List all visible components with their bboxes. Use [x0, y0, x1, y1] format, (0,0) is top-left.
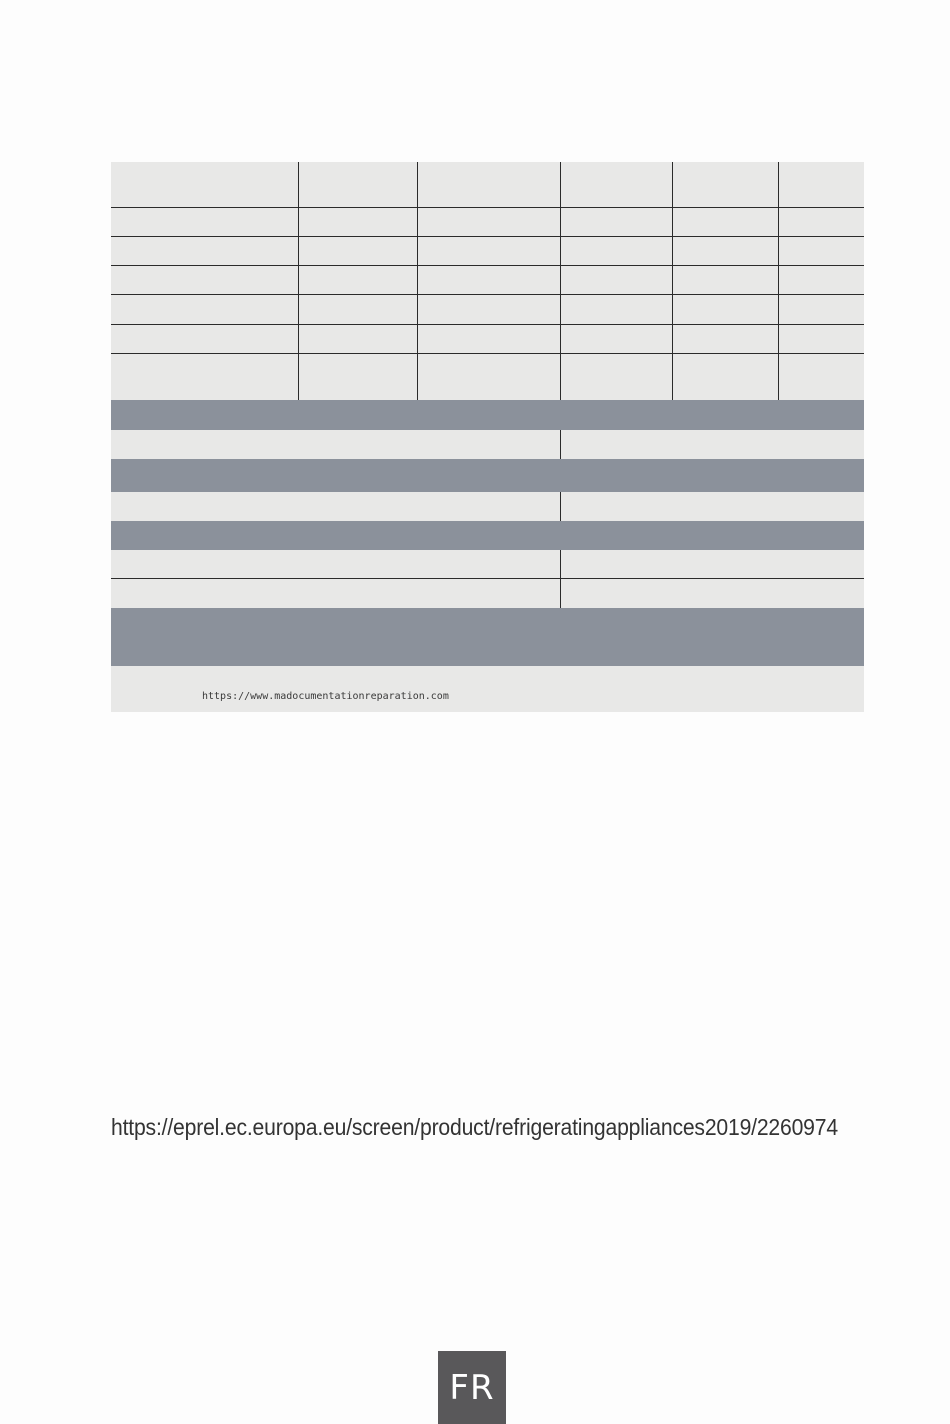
- table-cell: [673, 325, 779, 353]
- eprel-product-link[interactable]: https://eprel.ec.europa.eu/screen/product/refrigeratingappliances2019/2260974: [111, 1114, 838, 1140]
- split-cell-left: [111, 430, 561, 459]
- table-cell: [779, 354, 864, 400]
- table-cell: [779, 266, 864, 294]
- split-row: [111, 550, 864, 579]
- table-cell: [111, 237, 299, 265]
- table-cell: [673, 354, 779, 400]
- table-cell: [299, 208, 418, 236]
- split-cell-left: [111, 492, 561, 521]
- table-cell: [673, 295, 779, 324]
- table-cell: [111, 295, 299, 324]
- split-cell-right: [561, 430, 864, 459]
- section-band: [111, 459, 864, 492]
- table-header-row: [111, 162, 864, 208]
- table-cell: [561, 237, 673, 265]
- split-row: [111, 430, 864, 459]
- table-cell: [299, 237, 418, 265]
- table-cell: [779, 295, 864, 324]
- table-footer-row: [111, 666, 864, 712]
- table-cell: [673, 237, 779, 265]
- split-cell-right: [561, 550, 864, 578]
- split-cell-right: [561, 579, 864, 608]
- table-cell: [299, 325, 418, 353]
- table-cell: [418, 162, 561, 207]
- table-cell: [299, 295, 418, 324]
- table-cell: [299, 162, 418, 207]
- table-row: [111, 325, 864, 354]
- table-cell: [418, 266, 561, 294]
- table-cell: [299, 354, 418, 400]
- table-row: [111, 354, 864, 400]
- table-row: [111, 295, 864, 325]
- table-cell: [111, 208, 299, 236]
- section-band: [111, 521, 864, 550]
- table-cell: [673, 266, 779, 294]
- specification-table: [111, 162, 864, 712]
- table-cell: [561, 266, 673, 294]
- table-cell: [299, 266, 418, 294]
- table-cell: [111, 266, 299, 294]
- section-band: [111, 400, 864, 430]
- table-cell: [561, 208, 673, 236]
- section-band: [111, 608, 864, 666]
- table-cell: [779, 208, 864, 236]
- table-cell: [418, 325, 561, 353]
- table-cell: [418, 354, 561, 400]
- table-cell: [673, 208, 779, 236]
- table-cell: [111, 354, 299, 400]
- split-row: [111, 579, 864, 608]
- table-cell: [418, 208, 561, 236]
- table-cell: [418, 295, 561, 324]
- table-cell: [673, 162, 779, 207]
- split-cell-right: [561, 492, 864, 521]
- table-cell: [561, 295, 673, 324]
- table-row: [111, 266, 864, 295]
- table-cell: [111, 325, 299, 353]
- language-badge: FR: [438, 1351, 506, 1424]
- table-row: [111, 208, 864, 237]
- split-row: [111, 492, 864, 521]
- split-cell-left: [111, 579, 561, 608]
- table-cell: [779, 162, 864, 207]
- repair-documentation-link[interactable]: https://www.madocumentationreparation.com: [202, 691, 449, 702]
- table-cell: [111, 162, 299, 207]
- table-cell: [779, 325, 864, 353]
- split-cell-left: [111, 550, 561, 578]
- table-cell: [561, 354, 673, 400]
- table-row: [111, 237, 864, 266]
- table-cell: [561, 325, 673, 353]
- table-cell: [779, 237, 864, 265]
- table-cell: [561, 162, 673, 207]
- table-cell: [418, 237, 561, 265]
